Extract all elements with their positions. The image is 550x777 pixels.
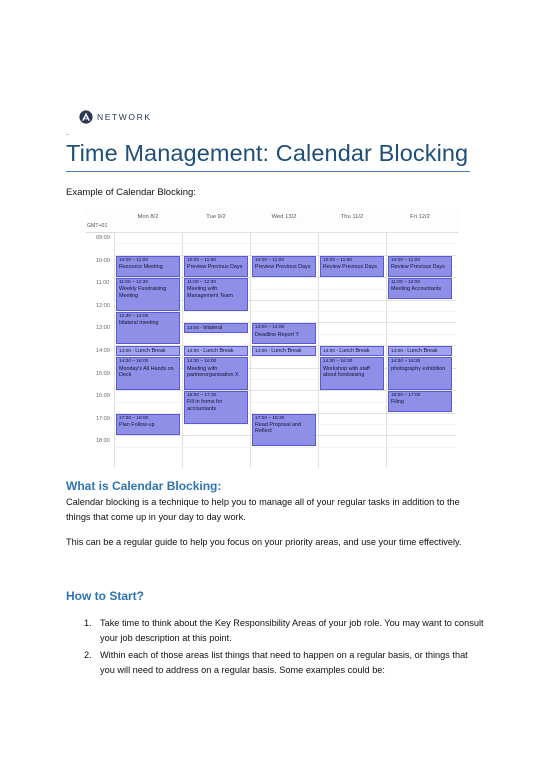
event-title: Preview Previous Days [255, 263, 311, 270]
event-time: 16:00 – 17:00 [391, 393, 421, 399]
event-title: Lunch Break [271, 348, 302, 354]
calendar-event[interactable] [184, 391, 248, 423]
calendar-event[interactable] [388, 256, 452, 277]
timezone-label: GMT+01 [87, 223, 108, 229]
hour-label: 18:00 [96, 438, 110, 445]
day-header: Mon 8/2 [137, 214, 159, 220]
hour-label: 09:00 [96, 235, 110, 241]
stray-dot: . [66, 128, 69, 137]
list-number: 2. [84, 650, 92, 660]
event-time: 12:30 – 14:00 [119, 314, 149, 320]
calendar-event[interactable] [252, 414, 316, 446]
day-header: Thu 11/2 [340, 214, 364, 220]
hour-label: 16:00 [96, 393, 110, 400]
hour-label: 17:00 [96, 415, 110, 422]
numbered-list [84, 616, 484, 680]
event-time: 10:00 – 11:00 [255, 257, 284, 263]
list-item [84, 616, 484, 646]
hour-label: 11:00 [96, 280, 110, 287]
hour-line [114, 232, 456, 233]
day-header: Tue 9/2 [206, 214, 226, 220]
event-title: bilateral [203, 325, 223, 332]
event-time: 11:00 – 12:30 [187, 280, 216, 286]
event-time: 16:00 – 17:30 [187, 393, 217, 399]
half-hour-line [114, 243, 456, 244]
calendar-event[interactable] [388, 346, 452, 356]
calendar-event[interactable] [252, 346, 316, 356]
event-title: Review Previous Days [323, 263, 377, 270]
calendar-event[interactable] [184, 357, 248, 389]
calendar-event[interactable] [252, 323, 316, 344]
calendar-event[interactable] [116, 256, 180, 277]
calendar-event[interactable] [388, 278, 452, 299]
day-divider [182, 232, 183, 468]
calendar-event[interactable] [388, 357, 452, 389]
event-title: Lunch Break [135, 348, 166, 354]
event-time: 10:00 – 11:00 [391, 257, 420, 263]
event-time: 17:00 – 18:30 [255, 415, 285, 421]
event-title: Preview Previous Days [187, 263, 243, 270]
event-title: Workshop with staff about fundraising [323, 365, 370, 378]
calendar-event[interactable] [388, 391, 452, 412]
event-time: 14:00 - [323, 349, 340, 354]
calendar-event[interactable] [184, 256, 248, 277]
event-time: 13:00 - [187, 326, 204, 332]
calendar-event[interactable] [116, 357, 180, 389]
hour-label: 15:00 [96, 370, 110, 377]
event-title: Weekly Fundraising Meeting [119, 286, 167, 299]
calendar-event[interactable] [184, 323, 248, 333]
event-time: 11:00 – 12:00 [391, 280, 420, 286]
event-title: Meeting Accountants [391, 286, 442, 293]
calendar-event[interactable] [116, 346, 180, 356]
event-title: Read Proposal and Reflect [255, 422, 302, 435]
event-title: Review Previous Days [391, 263, 445, 270]
day-header: Fri 12/2 [410, 214, 430, 220]
event-time: 13:00 – 14:00 [255, 325, 285, 331]
event-title: Plan Follow-up [119, 422, 155, 429]
calendar-header [86, 208, 458, 233]
list-number: 1. [84, 618, 92, 628]
paragraph-purpose: This can be a regular guide to help you focus on your priority areas, and use your time effectively. [66, 537, 462, 547]
title-underline [66, 171, 470, 172]
calendar-event[interactable] [116, 312, 180, 344]
hour-label: 12:00 [96, 302, 110, 309]
event-title: Meeting with Management Team [187, 286, 234, 299]
event-title: Lunch Break [203, 348, 234, 354]
calendar-caption: Example of Calendar Blocking: [66, 187, 196, 198]
day-header: Wed 13/2 [271, 214, 297, 220]
event-time: 11:00 – 12:30 [119, 280, 148, 286]
event-time: 17:00 – 18:00 [119, 415, 149, 421]
day-divider [386, 232, 387, 468]
event-time: 10:00 – 11:00 [187, 257, 216, 263]
page-title: Time Management: Calendar Blocking [66, 140, 469, 166]
list-item [84, 648, 484, 678]
event-title: photography exhibition [391, 365, 446, 372]
calendar-event[interactable] [184, 346, 248, 356]
event-title: Deadline Report Y [255, 331, 299, 338]
network-logo-icon [79, 110, 93, 124]
event-title: Monday's All Hands on Deck [119, 365, 174, 378]
list-text: Take time to think about the Key Responsibility Areas of your job role. You may want to consult your job description at this point. [100, 618, 484, 643]
event-title: Lunch Break [407, 348, 438, 354]
calendar-event[interactable] [116, 278, 180, 310]
event-time: 10:00 – 11:00 [119, 257, 148, 263]
event-title: Lunch Break [339, 348, 370, 354]
calendar-event[interactable] [116, 414, 180, 435]
hour-label: 10:00 [96, 257, 110, 264]
network-logo [79, 109, 152, 125]
event-time: 10:00 – 11:00 [323, 257, 352, 263]
event-time: 14:00 - [187, 349, 204, 354]
paragraph-definition: Calendar blocking is a technique to help you to manage all of your regular tasks in addition to the things that come up in your day to day work. [66, 497, 460, 522]
event-title: Resource Meeting [119, 263, 163, 270]
day-divider [114, 232, 115, 468]
day-divider [250, 232, 251, 468]
calendar-event[interactable] [252, 256, 316, 277]
section-heading-how: How to Start? [66, 589, 144, 603]
event-title: Fill in forms for accountants [187, 399, 223, 412]
event-time: 14:30 – 16:00 [187, 359, 217, 365]
calendar-event[interactable] [320, 256, 384, 277]
calendar-example [86, 208, 458, 469]
calendar-event[interactable] [184, 278, 248, 310]
event-title: Meeting with partnerorganisation X [187, 365, 239, 378]
half-hour-line [114, 447, 456, 448]
event-time: 14:30 – 16:00 [119, 359, 149, 365]
calendar-event[interactable] [320, 357, 384, 389]
calendar-event[interactable] [320, 346, 384, 356]
list-text: Within each of those areas list things that need to happen on a regular basis, or things that you will need to address on a regular basis. Some examples could be: [100, 650, 468, 675]
hour-label: 14:00 [96, 348, 110, 354]
hour-label: 13:00 [96, 325, 110, 332]
event-title: Filing [391, 399, 404, 406]
event-time: 14:00 - [255, 349, 272, 354]
logo-text: NETWORK [97, 112, 152, 122]
day-divider [318, 232, 319, 468]
event-time: 14:00 - [119, 349, 136, 354]
section-heading-what: What is Calendar Blocking: [66, 479, 222, 493]
event-time: 14:00 - [391, 349, 408, 354]
event-time: 14:30 – 16:30 [323, 359, 353, 365]
event-time: 14:30 – 15:30 [391, 359, 421, 365]
event-title: bilateral meeting [119, 320, 159, 327]
